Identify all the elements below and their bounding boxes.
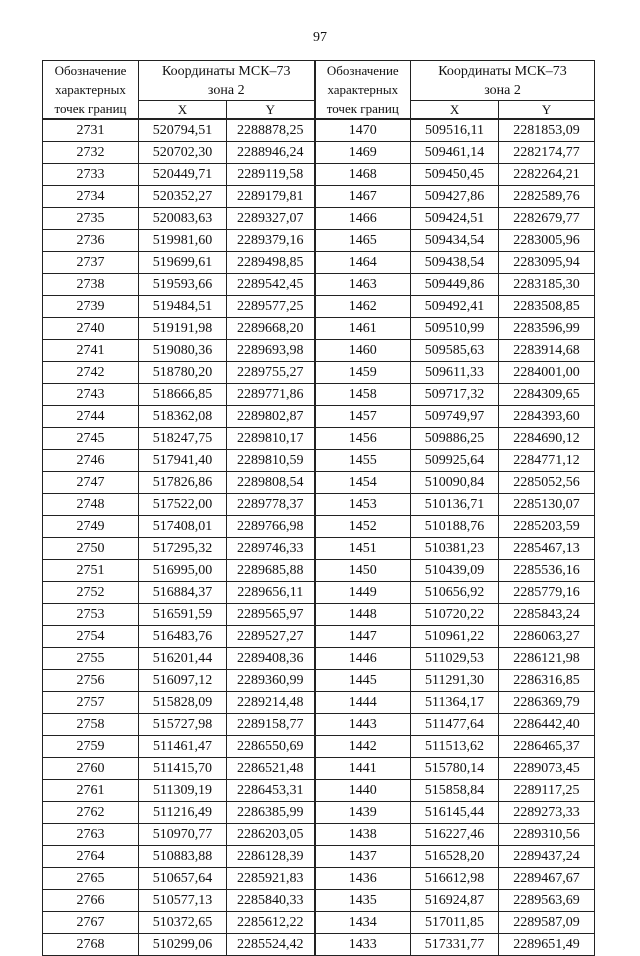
x-coordinate-right: 510720,22 (411, 604, 499, 626)
point-id-left: 2754 (43, 626, 139, 648)
point-id-right: 1453 (315, 494, 411, 516)
table-row (43, 758, 595, 780)
y-coordinate-right: 2286369,79 (499, 692, 595, 714)
y-coordinate-right: 2289467,67 (499, 868, 595, 890)
x-coordinate-left: 510657,64 (139, 868, 227, 890)
x-coordinate-left: 518362,08 (139, 406, 227, 428)
y-coordinate-left: 2289158,77 (227, 714, 315, 736)
y-column-header: Y (499, 101, 595, 119)
point-id-right: 1454 (315, 472, 411, 494)
y-coordinate-right: 2289437,24 (499, 846, 595, 868)
x-coordinate-right: 509925,64 (411, 450, 499, 472)
x-coordinate-left: 519191,98 (139, 318, 227, 340)
point-id-left: 2758 (43, 714, 139, 736)
x-coordinate-right: 509434,54 (411, 230, 499, 252)
y-coordinate-right: 2282264,21 (499, 164, 595, 186)
coords-title-line1: Координаты МСК–73 (438, 63, 567, 79)
point-id-right: 1450 (315, 560, 411, 582)
y-coordinate-right: 2283005,96 (499, 230, 595, 252)
x-coordinate-left: 518666,85 (139, 384, 227, 406)
point-id-right: 1465 (315, 230, 411, 252)
y-coordinate-left: 2289179,81 (227, 186, 315, 208)
y-coordinate-right: 2289563,69 (499, 890, 595, 912)
x-coordinate-left: 516097,12 (139, 670, 227, 692)
x-coordinate-left: 511216,49 (139, 802, 227, 824)
point-id-left: 2768 (43, 934, 139, 956)
point-id-right: 1469 (315, 142, 411, 164)
x-coordinate-right: 515780,14 (411, 758, 499, 780)
x-coordinate-left: 515828,09 (139, 692, 227, 714)
table-row (43, 670, 595, 692)
point-id-left: 2736 (43, 230, 139, 252)
table-row (43, 164, 595, 186)
x-coordinate-left: 519593,66 (139, 274, 227, 296)
x-coordinate-left: 519699,61 (139, 252, 227, 274)
y-coordinate-right: 2281853,09 (499, 119, 595, 142)
point-id-right: 1439 (315, 802, 411, 824)
y-coordinate-left: 2289668,20 (227, 318, 315, 340)
x-coordinate-right: 509585,63 (411, 340, 499, 362)
x-coordinate-right: 509461,14 (411, 142, 499, 164)
x-coordinate-right: 510090,84 (411, 472, 499, 494)
y-coordinate-right: 2289073,45 (499, 758, 595, 780)
point-id-left: 2742 (43, 362, 139, 384)
point-id-right: 1443 (315, 714, 411, 736)
table-row (43, 428, 595, 450)
x-coordinate-right: 509427,86 (411, 186, 499, 208)
table-row (43, 274, 595, 296)
table-row (43, 450, 595, 472)
y-coordinate-left: 2285840,33 (227, 890, 315, 912)
y-coordinate-left: 2286128,39 (227, 846, 315, 868)
point-id-right: 1437 (315, 846, 411, 868)
x-coordinate-right: 509611,33 (411, 362, 499, 384)
x-coordinate-left: 520083,63 (139, 208, 227, 230)
table-row (43, 934, 595, 956)
x-coordinate-left: 515727,98 (139, 714, 227, 736)
point-id-left: 2749 (43, 516, 139, 538)
y-coordinate-right: 2289587,09 (499, 912, 595, 934)
x-coordinate-right: 517011,85 (411, 912, 499, 934)
x-coordinate-left: 510883,88 (139, 846, 227, 868)
y-coordinate-right: 2285467,13 (499, 538, 595, 560)
point-id-right: 1460 (315, 340, 411, 362)
point-id-right: 1463 (315, 274, 411, 296)
x-coordinate-left: 519484,51 (139, 296, 227, 318)
point-id-right: 1466 (315, 208, 411, 230)
point-id-right: 1462 (315, 296, 411, 318)
point-id-left: 2733 (43, 164, 139, 186)
x-column-header: X (411, 101, 499, 119)
x-coordinate-right: 509438,54 (411, 252, 499, 274)
x-coordinate-left: 520702,30 (139, 142, 227, 164)
point-id-right: 1470 (315, 119, 411, 142)
y-coordinate-right: 2282589,76 (499, 186, 595, 208)
x-coordinate-right: 516528,20 (411, 846, 499, 868)
point-id-right: 1464 (315, 252, 411, 274)
point-id-right: 1457 (315, 406, 411, 428)
point-id-left: 2752 (43, 582, 139, 604)
x-coordinate-right: 511291,30 (411, 670, 499, 692)
coords-title-line1: Координаты МСК–73 (161, 63, 291, 79)
x-coordinate-right: 517331,77 (411, 934, 499, 956)
x-coordinate-right: 510961,22 (411, 626, 499, 648)
point-id-left: 2757 (43, 692, 139, 714)
x-coordinate-right: 515858,84 (411, 780, 499, 802)
x-coordinate-right: 511364,17 (411, 692, 499, 714)
y-coordinate-left: 2285612,22 (227, 912, 315, 934)
y-coordinate-right: 2285203,59 (499, 516, 595, 538)
y-coordinate-right: 2283095,94 (499, 252, 595, 274)
point-id-left: 2764 (43, 846, 139, 868)
y-coordinate-left: 2289498,85 (227, 252, 315, 274)
x-coordinate-left: 510970,77 (139, 824, 227, 846)
x-coordinate-right: 511029,53 (411, 648, 499, 670)
y-coordinate-left: 2285524,42 (227, 934, 315, 956)
point-id-left: 2735 (43, 208, 139, 230)
point-id-right: 1458 (315, 384, 411, 406)
table-row (43, 252, 595, 274)
x-coordinate-right: 511477,64 (411, 714, 499, 736)
x-coordinate-right: 509424,51 (411, 208, 499, 230)
table-row (43, 406, 595, 428)
point-id-right: 1441 (315, 758, 411, 780)
x-coordinate-right: 509516,11 (411, 119, 499, 142)
y-coordinate-left: 2289808,54 (227, 472, 315, 494)
coords-title-line2: зона 2 (484, 82, 521, 98)
y-coordinate-left: 2289527,27 (227, 626, 315, 648)
point-id-left: 2731 (43, 119, 139, 142)
coordinates-table (42, 60, 595, 956)
point-id-left: 2746 (43, 450, 139, 472)
table-row (43, 714, 595, 736)
x-coordinate-left: 519080,36 (139, 340, 227, 362)
point-id-right: 1444 (315, 692, 411, 714)
y-coordinate-right: 2289273,33 (499, 802, 595, 824)
point-id-right: 1456 (315, 428, 411, 450)
point-id-left: 2761 (43, 780, 139, 802)
x-coordinate-left: 516201,44 (139, 648, 227, 670)
point-id-right: 1451 (315, 538, 411, 560)
table-row (43, 186, 595, 208)
point-id-left: 2751 (43, 560, 139, 582)
point-id-right: 1448 (315, 604, 411, 626)
x-coordinate-right: 509450,45 (411, 164, 499, 186)
table-row (43, 868, 595, 890)
x-coordinate-right: 509510,99 (411, 318, 499, 340)
y-coordinate-right: 2284309,65 (499, 384, 595, 406)
point-id-left: 2740 (43, 318, 139, 340)
y-coordinate-right: 2283185,30 (499, 274, 595, 296)
x-coordinate-right: 516145,44 (411, 802, 499, 824)
x-coordinate-left: 510577,13 (139, 890, 227, 912)
point-id-left: 2762 (43, 802, 139, 824)
point-id-left: 2766 (43, 890, 139, 912)
table-row (43, 824, 595, 846)
designation-label-line3: точек границ (54, 101, 127, 116)
point-id-left: 2734 (43, 186, 139, 208)
designation-header-right (315, 61, 411, 120)
x-coordinate-left: 517295,32 (139, 538, 227, 560)
y-coordinate-right: 2286063,27 (499, 626, 595, 648)
point-id-left: 2765 (43, 868, 139, 890)
point-id-right: 1455 (315, 450, 411, 472)
y-coordinate-right: 2283508,85 (499, 296, 595, 318)
x-coordinate-left: 518247,75 (139, 428, 227, 450)
x-coordinate-left: 517408,01 (139, 516, 227, 538)
table-row (43, 736, 595, 758)
y-coordinate-left: 2289542,45 (227, 274, 315, 296)
y-coordinate-right: 2285536,16 (499, 560, 595, 582)
point-id-right: 1442 (315, 736, 411, 758)
point-id-right: 1468 (315, 164, 411, 186)
y-coordinate-left: 2289119,58 (227, 164, 315, 186)
point-id-right: 1433 (315, 934, 411, 956)
designation-label-line1: Обозначение (326, 63, 399, 78)
y-coordinate-left: 2286521,48 (227, 758, 315, 780)
x-coordinate-right: 516612,98 (411, 868, 499, 890)
y-coordinate-left: 2288946,24 (227, 142, 315, 164)
table-row (43, 846, 595, 868)
table-row (43, 802, 595, 824)
y-coordinate-left: 2289746,33 (227, 538, 315, 560)
y-coordinate-right: 2285052,56 (499, 472, 595, 494)
table-body (43, 119, 595, 956)
table-row (43, 208, 595, 230)
x-coordinate-right: 509492,41 (411, 296, 499, 318)
table-header (43, 61, 595, 120)
y-coordinate-right: 2284771,12 (499, 450, 595, 472)
x-coordinate-left: 516884,37 (139, 582, 227, 604)
table-row (43, 604, 595, 626)
y-coordinate-right: 2289310,56 (499, 824, 595, 846)
point-id-left: 2743 (43, 384, 139, 406)
point-id-left: 2747 (43, 472, 139, 494)
page-number: 97 (313, 30, 327, 45)
y-coordinate-left: 2289408,36 (227, 648, 315, 670)
y-coordinate-left: 2286203,05 (227, 824, 315, 846)
table-row (43, 692, 595, 714)
x-coordinate-left: 517941,40 (139, 450, 227, 472)
y-coordinate-left: 2289693,98 (227, 340, 315, 362)
designation-header-left (43, 61, 139, 120)
table-row (43, 538, 595, 560)
table-row (43, 648, 595, 670)
point-id-right: 1445 (315, 670, 411, 692)
point-id-left: 2732 (43, 142, 139, 164)
x-coordinate-left: 511309,19 (139, 780, 227, 802)
x-coordinate-right: 509749,97 (411, 406, 499, 428)
table-row (43, 912, 595, 934)
point-id-left: 2745 (43, 428, 139, 450)
point-id-right: 1435 (315, 890, 411, 912)
table-row (43, 296, 595, 318)
y-coordinate-left: 2289685,88 (227, 560, 315, 582)
table-row (43, 626, 595, 648)
x-coordinate-left: 520449,71 (139, 164, 227, 186)
y-coordinate-left: 2289379,16 (227, 230, 315, 252)
table-row (43, 230, 595, 252)
table-row (43, 318, 595, 340)
table-row (43, 780, 595, 802)
x-coordinate-right: 510188,76 (411, 516, 499, 538)
x-coordinate-right: 510136,71 (411, 494, 499, 516)
x-coordinate-left: 519981,60 (139, 230, 227, 252)
y-coordinate-left: 2289771,86 (227, 384, 315, 406)
x-coordinate-left: 510299,06 (139, 934, 227, 956)
point-id-right: 1449 (315, 582, 411, 604)
table-row (43, 560, 595, 582)
designation-label-line2: характерных (327, 82, 399, 97)
x-coordinate-right: 510381,23 (411, 538, 499, 560)
point-id-left: 2755 (43, 648, 139, 670)
y-column-header: Y (227, 101, 315, 119)
point-id-right: 1459 (315, 362, 411, 384)
table-row (43, 472, 595, 494)
x-coordinate-left: 511461,47 (139, 736, 227, 758)
y-coordinate-right: 2289651,49 (499, 934, 595, 956)
point-id-right: 1446 (315, 648, 411, 670)
x-coordinate-right: 509717,32 (411, 384, 499, 406)
y-coordinate-left: 2289810,17 (227, 428, 315, 450)
point-id-right: 1436 (315, 868, 411, 890)
point-id-left: 2744 (43, 406, 139, 428)
x-coordinate-left: 518780,20 (139, 362, 227, 384)
point-id-right: 1434 (315, 912, 411, 934)
x-coordinate-right: 511513,62 (411, 736, 499, 758)
y-coordinate-right: 2285130,07 (499, 494, 595, 516)
table-row (43, 119, 595, 142)
point-id-left: 2741 (43, 340, 139, 362)
x-coordinate-right: 510439,09 (411, 560, 499, 582)
point-id-left: 2748 (43, 494, 139, 516)
coords-header-right (411, 61, 595, 101)
point-id-right: 1467 (315, 186, 411, 208)
x-coordinate-right: 510656,92 (411, 582, 499, 604)
y-coordinate-right: 2285779,16 (499, 582, 595, 604)
x-coordinate-right: 509449,86 (411, 274, 499, 296)
y-coordinate-left: 2289577,25 (227, 296, 315, 318)
point-id-left: 2750 (43, 538, 139, 560)
point-id-left: 2737 (43, 252, 139, 274)
point-id-right: 1447 (315, 626, 411, 648)
y-coordinate-right: 2285843,24 (499, 604, 595, 626)
table-row (43, 582, 595, 604)
point-id-left: 2739 (43, 296, 139, 318)
x-coordinate-left: 511415,70 (139, 758, 227, 780)
y-coordinate-right: 2286121,98 (499, 648, 595, 670)
y-coordinate-left: 2288878,25 (227, 119, 315, 142)
x-coordinate-left: 516591,59 (139, 604, 227, 626)
y-coordinate-left: 2289214,48 (227, 692, 315, 714)
point-id-left: 2760 (43, 758, 139, 780)
x-coordinate-left: 517522,00 (139, 494, 227, 516)
y-coordinate-right: 2286465,37 (499, 736, 595, 758)
x-coordinate-left: 516995,00 (139, 560, 227, 582)
y-coordinate-right: 2284001,00 (499, 362, 595, 384)
x-coordinate-left: 520794,51 (139, 119, 227, 142)
y-coordinate-left: 2289755,27 (227, 362, 315, 384)
y-coordinate-left: 2285921,83 (227, 868, 315, 890)
point-id-right: 1440 (315, 780, 411, 802)
y-coordinate-left: 2286550,69 (227, 736, 315, 758)
y-coordinate-right: 2289117,25 (499, 780, 595, 802)
y-coordinate-left: 2289766,98 (227, 516, 315, 538)
y-coordinate-left: 2289656,11 (227, 582, 315, 604)
y-coordinate-left: 2289810,59 (227, 450, 315, 472)
designation-label-line1: Обозначение (54, 63, 127, 78)
y-coordinate-right: 2286316,85 (499, 670, 595, 692)
point-id-right: 1438 (315, 824, 411, 846)
table-row (43, 362, 595, 384)
y-coordinate-right: 2284690,12 (499, 428, 595, 450)
coords-title-line2: зона 2 (207, 82, 245, 98)
point-id-left: 2738 (43, 274, 139, 296)
y-coordinate-left: 2289778,37 (227, 494, 315, 516)
table-row (43, 494, 595, 516)
y-coordinate-left: 2289565,97 (227, 604, 315, 626)
y-coordinate-right: 2282174,77 (499, 142, 595, 164)
y-coordinate-right: 2286442,40 (499, 714, 595, 736)
point-id-right: 1461 (315, 318, 411, 340)
point-id-left: 2753 (43, 604, 139, 626)
x-coordinate-right: 516227,46 (411, 824, 499, 846)
table-row (43, 516, 595, 538)
x-coordinate-left: 510372,65 (139, 912, 227, 934)
table-row (43, 384, 595, 406)
table-row (43, 142, 595, 164)
coords-header-left (139, 61, 315, 101)
y-coordinate-left: 2286453,31 (227, 780, 315, 802)
y-coordinate-right: 2283596,99 (499, 318, 595, 340)
y-coordinate-left: 2289327,07 (227, 208, 315, 230)
point-id-right: 1452 (315, 516, 411, 538)
point-id-left: 2756 (43, 670, 139, 692)
designation-label-line3: точек границ (326, 101, 399, 116)
table-row (43, 340, 595, 362)
point-id-left: 2763 (43, 824, 139, 846)
x-coordinate-left: 517826,86 (139, 472, 227, 494)
table-row (43, 890, 595, 912)
y-coordinate-left: 2289802,87 (227, 406, 315, 428)
x-coordinate-left: 516483,76 (139, 626, 227, 648)
x-coordinate-left: 520352,27 (139, 186, 227, 208)
point-id-left: 2767 (43, 912, 139, 934)
x-coordinate-right: 509886,25 (411, 428, 499, 450)
y-coordinate-left: 2286385,99 (227, 802, 315, 824)
y-coordinate-right: 2282679,77 (499, 208, 595, 230)
y-coordinate-left: 2289360,99 (227, 670, 315, 692)
designation-label-line2: характерных (55, 82, 126, 97)
x-coordinate-right: 516924,87 (411, 890, 499, 912)
y-coordinate-right: 2284393,60 (499, 406, 595, 428)
x-column-header: X (139, 101, 227, 119)
point-id-left: 2759 (43, 736, 139, 758)
y-coordinate-right: 2283914,68 (499, 340, 595, 362)
